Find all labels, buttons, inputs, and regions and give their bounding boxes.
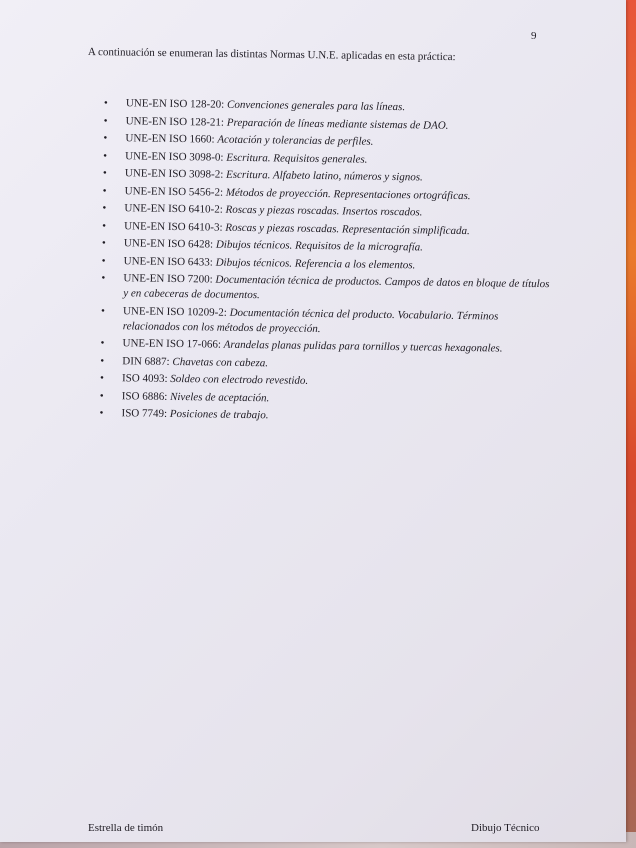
norms-list xyxy=(99,96,554,430)
norm-description: Roscas y piezas roscadas. Representación simplificada. xyxy=(225,221,470,237)
norm-list-item xyxy=(101,303,551,339)
page-number: 9 xyxy=(531,30,537,42)
norm-code: UNE-EN ISO 6433: xyxy=(123,254,213,269)
norm-code: UNE-EN ISO 10209-2: xyxy=(122,304,227,319)
bullet-icon: • xyxy=(99,389,104,402)
norm-description: Documentación técnica de productos. Campos de datos en bloque de títulos y en cabeceras de documentos. xyxy=(123,273,550,302)
bullet-icon: • xyxy=(101,236,106,250)
norm-description: Niveles de aceptación. xyxy=(170,390,270,404)
bullet-icon: • xyxy=(100,336,105,350)
bullet-icon: • xyxy=(100,304,105,317)
bullet-icon: • xyxy=(102,184,107,197)
bullet-icon: • xyxy=(101,254,106,267)
bullet-icon: • xyxy=(103,114,108,127)
norm-code: UNE-EN ISO 6410-2: xyxy=(124,202,223,216)
norm-code: UNE-EN ISO 6428: xyxy=(123,237,214,251)
bullet-icon: • xyxy=(102,219,107,232)
norm-code: UNE-EN ISO 6410-3: xyxy=(124,219,223,234)
norm-description: Dibujos técnicos. Referencia a los elementos. xyxy=(215,256,416,271)
bullet-icon: • xyxy=(99,406,104,420)
norm-code: UNE-EN ISO 3098-0: xyxy=(125,149,224,164)
norm-description: Métodos de proyección. Representaciones ortográficas. xyxy=(225,186,471,202)
norm-code: UNE-EN ISO 5456-2: xyxy=(124,184,224,199)
norm-description: Arandelas planas pulidas para tornillos y tuercas hexagonales. xyxy=(223,338,503,355)
bullet-icon: • xyxy=(103,96,108,110)
bullet-icon: • xyxy=(102,166,107,180)
norm-code: ISO 4093: xyxy=(121,372,168,385)
footer-right-text: Dibujo Técnico xyxy=(471,822,540,834)
norm-description: Chavetas con cabeza. xyxy=(172,355,269,369)
norm-list-item xyxy=(99,406,549,427)
bullet-icon: • xyxy=(101,271,106,285)
norm-code: ISO 7749: xyxy=(121,407,168,420)
norm-description: Preparación de líneas mediante sistemas de DAO. xyxy=(226,116,449,132)
norm-code: DIN 6887: xyxy=(122,354,170,368)
bullet-icon: • xyxy=(103,149,108,162)
bullet-icon: • xyxy=(99,371,105,385)
norm-description: Dibujos técnicos. Requisitos de la micrografía. xyxy=(215,238,424,254)
norm-code: UNE-EN ISO 3098-2: xyxy=(124,167,224,181)
norm-code: UNE-EN ISO 1660: xyxy=(125,132,215,146)
footer-left-text: Estrella de timón xyxy=(88,822,164,834)
norm-description: Documentación técnica del producto. Vocabulario. Términos relacionados con los métodos de proyección. xyxy=(122,306,499,335)
bullet-icon: • xyxy=(100,354,105,367)
norm-code: UNE-EN ISO 17-066: xyxy=(122,337,222,351)
bullet-icon: • xyxy=(103,131,108,145)
norm-description: Acotación y tolerancias de perfiles. xyxy=(217,133,374,148)
norm-code: ISO 6886: xyxy=(121,389,168,403)
norm-list-item xyxy=(101,271,551,307)
norm-description: Posiciones de trabajo. xyxy=(169,407,269,422)
intro-text: A continuación se enumeran las distintas Normas U.N.E. aplicadas en esta práctica: xyxy=(87,46,456,64)
norm-description: Soldeo con electrodo revestido. xyxy=(170,372,309,387)
norm-description: Roscas y piezas roscadas. Insertos roscados. xyxy=(225,203,423,219)
norm-code: UNE-EN ISO 128-20: xyxy=(125,97,225,111)
norm-description: Escritura. Alfabeto latino, números y signos. xyxy=(225,168,423,184)
norm-description: Escritura. Requisitos generales. xyxy=(226,151,368,166)
norm-code: UNE-EN ISO 128-21: xyxy=(125,114,225,129)
norm-code: UNE-EN ISO 7200: xyxy=(123,272,213,286)
bullet-icon: • xyxy=(102,201,107,215)
norm-description: Convenciones generales para las líneas. xyxy=(226,98,406,114)
